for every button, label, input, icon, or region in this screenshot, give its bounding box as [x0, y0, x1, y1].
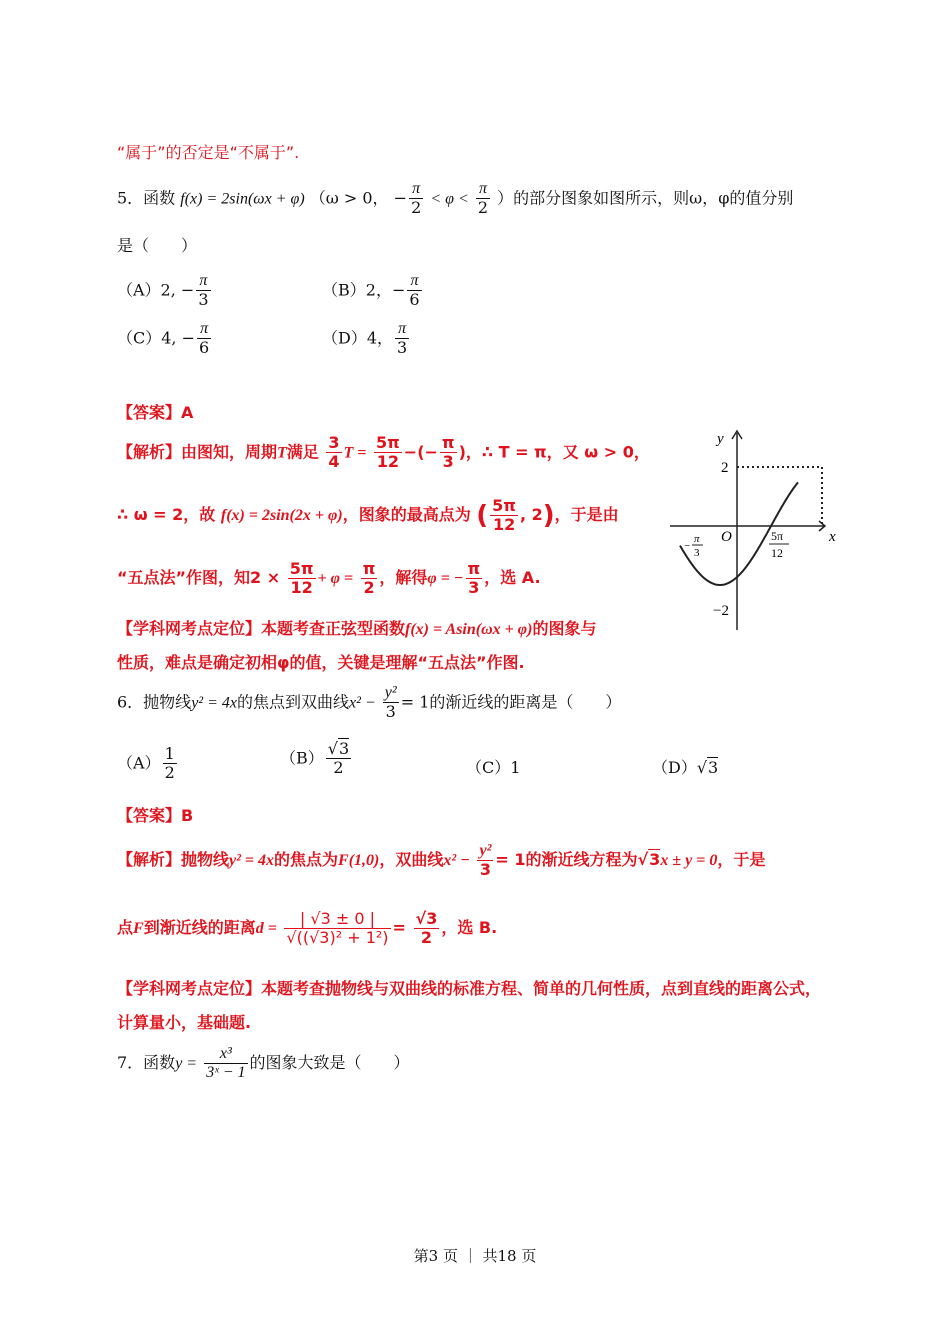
origin-label: O	[721, 529, 732, 545]
q6-option-d[interactable]: （D）√3	[652, 758, 719, 777]
q5-stem: 5．函数 f(x) = 2sin(ωx + φ) （ω > 0， − $\frac{\pi}{2}$ < φ < $\frac{\pi}{2}$ ）的部分图象如图所示，则ω，φ的值分别	[117, 180, 794, 218]
q5-option-a[interactable]: （A）2, − $\frac{\pi}{3}$	[117, 272, 209, 310]
q5-cond2: < φ <	[430, 190, 469, 208]
svg-text:π: π	[694, 533, 700, 545]
q6-answer: 【答案】B	[117, 806, 194, 825]
q5-option-b[interactable]: （B）2，− $\frac{\pi}{6}$	[322, 272, 420, 310]
q5-knowledge-point-line1: 【学科网考点定位】本题考查正弦型函数f(x) = Asin(ωx + φ)的图象与	[117, 619, 597, 638]
q6-stem: 6．抛物线y² = 4x的焦点到双曲线x² − $\frac{\text{y²}}{3}$ = 1的渐近线的距离是（ ）	[117, 684, 622, 722]
page-footer: 第3 页 ｜ 共18 页	[413, 1247, 537, 1265]
q5-solution-line2: ∴ ω = 2，故 f(x) = 2sin(2x + φ)，图象的最高点为 ( $\frac{5\pi}{12}$ , 2)，于是由	[117, 495, 619, 534]
q5-solution-line3: “五点法”作图，知2 × $\frac{5\pi}{12}$ + φ = $\frac{\pi}{2}$ ，解得φ = − $\frac{\pi}{3}$ ，选 A.	[117, 558, 541, 597]
y-max-label: 2	[721, 460, 729, 476]
svg-text:5π: 5π	[771, 529, 784, 543]
q6-knowledge-point-line1: 【学科网考点定位】本题考查抛物线与双曲线的标准方程、简单的几何性质，点到直线的距离公式，	[117, 979, 822, 998]
q5-solution-line1: 【解析】由图知，周期T满足 $\frac{3}{4}$ T = $\frac{5\pi}{12}$ −(− $\frac{\pi}{3}$ )，∴ T = π，又 ω > 0，	[117, 433, 650, 472]
q5-prefix: 5．函数	[117, 188, 176, 208]
q5-function: f(x) = 2sin(ωx + φ)	[180, 190, 305, 208]
svg-text:−: −	[684, 540, 691, 552]
q6-solution-line1: 【解析】抛物线y² = 4x的焦点为F(1,0)，双曲线x² − $\frac{\text{y²}}{3}$ = 1的渐近线方程为√3x ± y = 0，于是	[117, 841, 766, 879]
q5-option-c[interactable]: （C）4, − $\frac{\pi}{6}$	[117, 320, 210, 358]
q7-stem: 7．函数y = $\frac{\text{x³}}{\text{3ˣ − 1}}$ 的图象大致是（ ）	[117, 1044, 410, 1081]
svg-text:12: 12	[771, 546, 783, 560]
sine-graph	[665, 425, 840, 635]
svg-text:3: 3	[694, 547, 700, 559]
x-axis-label: x	[829, 529, 836, 545]
q5-knowledge-point-line2: 性质，难点是确定初相φ的值，关键是理解“五点法”作图.	[117, 653, 525, 672]
q5-frac-left: $\frac{\pi}{2}$	[411, 180, 422, 218]
q5-answer: 【答案】A	[117, 403, 194, 422]
q6-solution-line2: 点F到渐近线的距离d = $\frac{| √3 \pm 0 |}{\text{√((√3)² + 1²)}}$ = $\frac{√3}{2}$ ，选 B.	[117, 908, 498, 947]
x-right-tick-label	[769, 529, 789, 560]
q5-tail: ）的部分图象如图所示，则ω，φ的值分别	[497, 188, 794, 208]
q5-frac-right: $\frac{\pi}{2}$	[477, 180, 489, 218]
q6-knowledge-point-line2: 计算量小，基础题.	[117, 1013, 252, 1032]
y-min-label: −2	[713, 603, 729, 619]
q5-cond1: （ω > 0，	[309, 188, 389, 208]
y-axis-label: y	[717, 431, 724, 447]
q5-stem-line2: 是（ ）	[117, 236, 198, 255]
top-note: “属于”的否定是“不属于”.	[117, 143, 300, 162]
q6-option-a[interactable]: （A） $\frac{1}{2}$	[117, 744, 175, 783]
q5-option-d[interactable]: （D）4， $\frac{\pi}{3}$	[322, 320, 408, 358]
q6-option-b[interactable]: （B） $\frac{√3}{2}$	[280, 739, 350, 778]
q6-option-c[interactable]: （C）1	[466, 758, 521, 777]
